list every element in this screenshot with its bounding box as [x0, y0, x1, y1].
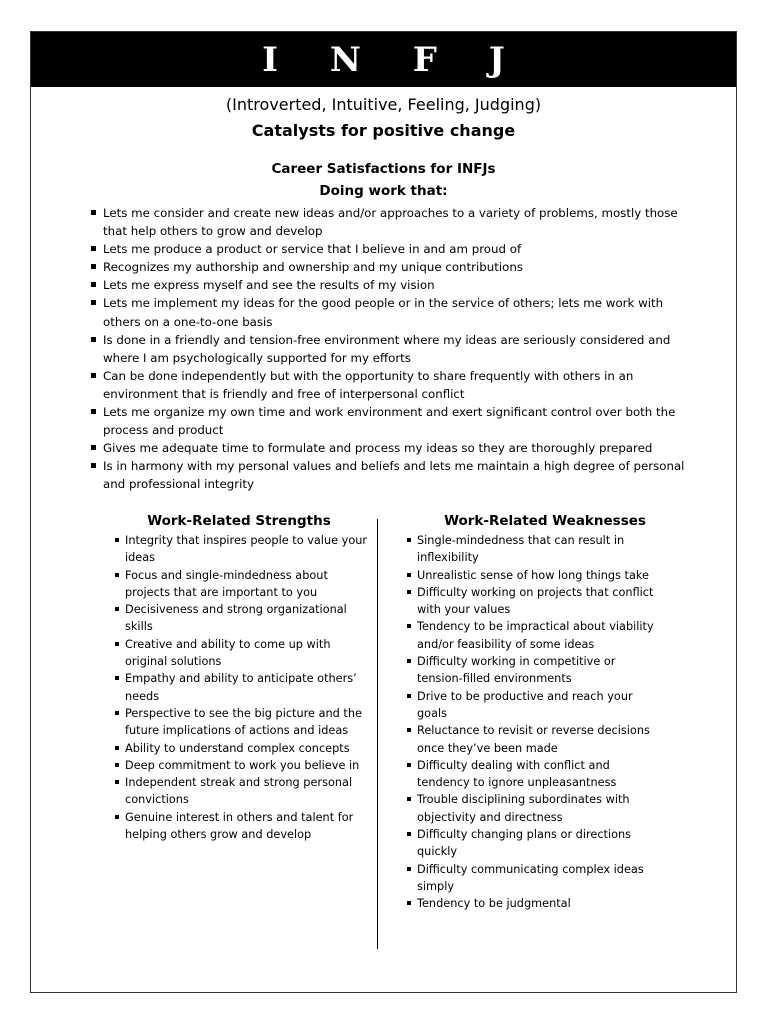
list-item: Difficulty changing plans or directions quickly: [407, 826, 657, 861]
list-item: Tendency to be impractical about viability and/or feasibility of some ideas: [407, 618, 657, 653]
list-item: Tendency to be judgmental: [407, 895, 657, 912]
list-item: Unrealistic sense of how long things take: [407, 567, 657, 584]
career-satisfactions-heading: Career Satisfactions for INFJs: [271, 161, 496, 177]
list-item: Independent streak and strong personal convictions: [115, 774, 375, 809]
list-item: Reluctance to revisit or reverse decisions once they’ve been made: [407, 722, 657, 757]
list-item: Lets me consider and create new ideas and/or approaches to a variety of problems, mostly those that help others to grow and develop: [91, 204, 691, 240]
list-item: Gives me adequate time to formulate and process my ideas so they are thoroughly prepared: [91, 439, 691, 457]
list-item: Is in harmony with my personal values and beliefs and lets me maintain a high degree of personal and professional integrity: [91, 457, 691, 493]
career-satisfactions-list: [91, 204, 691, 494]
list-item: Decisiveness and strong organizational skills: [115, 601, 375, 636]
list-item: Difficulty working in competitive or tension-filled environments: [407, 653, 657, 688]
list-item: Ability to understand complex concepts: [115, 740, 375, 757]
list-item: Empathy and ability to anticipate others’ needs: [115, 670, 375, 705]
list-item: Focus and single-mindedness about projects that are important to you: [115, 567, 375, 602]
type-tagline: Catalysts for positive change: [251, 121, 516, 140]
list-item: Genuine interest in others and talent for helping others grow and develop: [115, 809, 375, 844]
list-item: Difficulty communicating complex ideas simply: [407, 861, 657, 896]
list-item: Trouble disciplining subordinates with objectivity and directness: [407, 791, 657, 826]
list-item: Creative and ability to come up with original solutions: [115, 636, 375, 671]
weaknesses-list: [407, 532, 657, 913]
list-item: Drive to be productive and reach your goals: [407, 688, 657, 723]
strengths-list: [115, 532, 375, 843]
page-title: I N F J: [262, 39, 525, 80]
list-item: Lets me organize my own time and work environment and exert significant control over both the process and product: [91, 403, 691, 439]
strengths-heading: Work-Related Strengths: [147, 513, 331, 529]
list-item: Is done in a friendly and tension-free environment where my ideas are seriously considered and where I am psychologically supported for my efforts: [91, 331, 691, 367]
title-banner: [31, 32, 736, 87]
weaknesses-heading: Work-Related Weaknesses: [444, 513, 646, 529]
list-item: Lets me produce a product or service that I believe in and am proud of: [91, 240, 691, 258]
doing-work-heading: Doing work that:: [319, 183, 448, 199]
list-item: Single-mindedness that can result in inflexibility: [407, 532, 657, 567]
list-item: Lets me implement my ideas for the good people or in the service of others; lets me work with others on a one-to-one basis: [91, 294, 691, 330]
list-item: Lets me express myself and see the results of my vision: [91, 276, 691, 294]
document-page: [30, 31, 737, 993]
type-subtitle: (Introverted, Intuitive, Feeling, Judging): [225, 95, 542, 114]
list-item: Deep commitment to work you believe in: [115, 757, 375, 774]
list-item: Difficulty working on projects that conflict with your values: [407, 584, 657, 619]
column-divider: [377, 519, 378, 949]
list-item: Integrity that inspires people to value your ideas: [115, 532, 375, 567]
list-item: Perspective to see the big picture and the future implications of actions and ideas: [115, 705, 375, 740]
list-item: Can be done independently but with the opportunity to share frequently with others in an environment that is friendly and free of interpersonal conflict: [91, 367, 691, 403]
list-item: Recognizes my authorship and ownership and my unique contributions: [91, 258, 691, 276]
list-item: Difficulty dealing with conflict and tendency to ignore unpleasantness: [407, 757, 657, 792]
